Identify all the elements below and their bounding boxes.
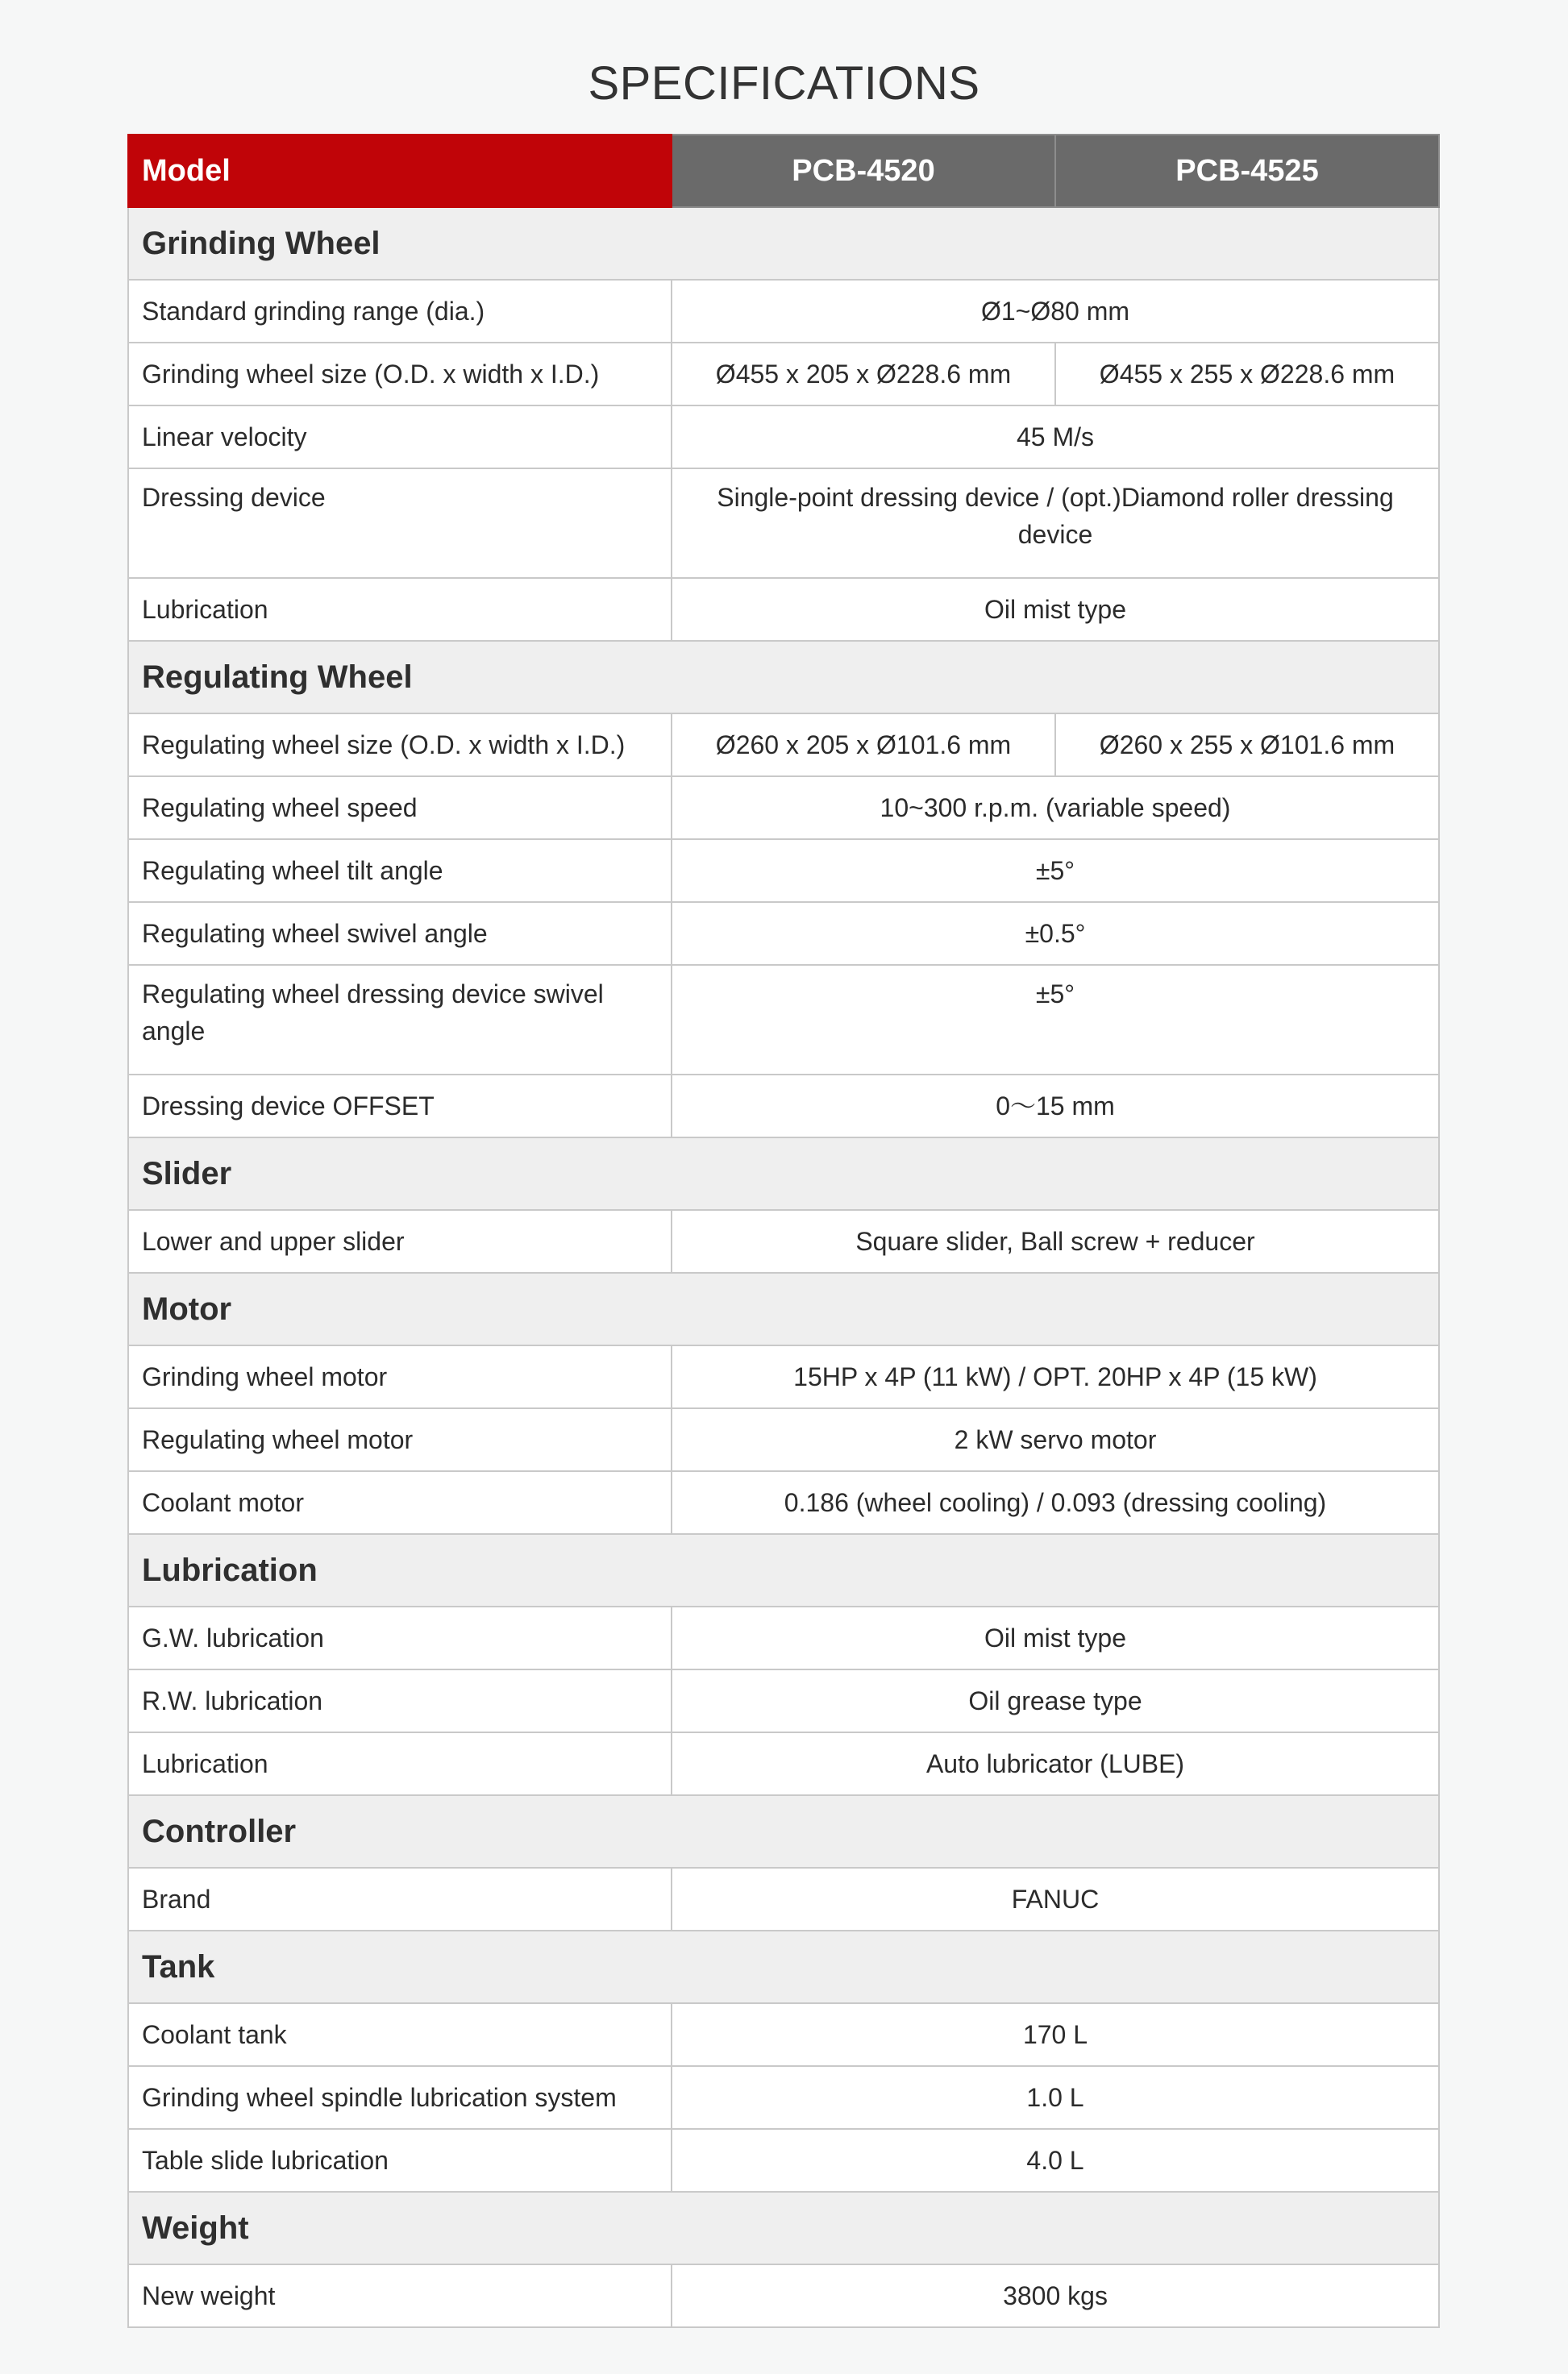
- row-value: ±0.5°: [672, 902, 1439, 965]
- row-label: Table slide lubrication: [128, 2129, 672, 2192]
- section-title: Controller: [128, 1795, 1439, 1868]
- section-header: [128, 1137, 1439, 1210]
- table-row: [128, 1607, 1439, 1669]
- table-row: [128, 1471, 1439, 1534]
- section-title: Motor: [128, 1273, 1439, 1345]
- row-label: Regulating wheel size (O.D. x width x I.D.): [128, 713, 672, 776]
- section-header: [128, 1534, 1439, 1607]
- table-row: [128, 1732, 1439, 1795]
- row-value: 0.186 (wheel cooling) / 0.093 (dressing cooling): [672, 1471, 1439, 1534]
- row-label: Regulating wheel speed: [128, 776, 672, 839]
- row-label: Regulating wheel motor: [128, 1408, 672, 1471]
- row-label: Dressing device: [128, 468, 672, 578]
- row-value: Square slider, Ball screw + reducer: [672, 1210, 1439, 1273]
- row-label: Regulating wheel swivel angle: [128, 902, 672, 965]
- row-label: Lower and upper slider: [128, 1210, 672, 1273]
- row-label: Grinding wheel motor: [128, 1345, 672, 1408]
- row-value: 2 kW servo motor: [672, 1408, 1439, 1471]
- row-value-pcb-4525: Ø455 x 255 x Ø228.6 mm: [1055, 343, 1439, 405]
- row-value: 3800 kgs: [672, 2264, 1439, 2327]
- row-value: Oil mist type: [672, 578, 1439, 641]
- row-value: 15HP x 4P (11 kW) / OPT. 20HP x 4P (15 kW): [672, 1345, 1439, 1408]
- table-row: [128, 1868, 1439, 1931]
- row-value-pcb-4520: Ø455 x 205 x Ø228.6 mm: [672, 343, 1055, 405]
- table-row: [128, 1408, 1439, 1471]
- row-value: Ø1~Ø80 mm: [672, 280, 1439, 343]
- table-row: [128, 2129, 1439, 2192]
- table-row: [128, 1345, 1439, 1408]
- row-label: Grinding wheel size (O.D. x width x I.D.): [128, 343, 672, 405]
- row-value: 4.0 L: [672, 2129, 1439, 2192]
- row-value: ±5°: [672, 839, 1439, 902]
- table-header-row: [128, 135, 1439, 207]
- row-value: 0～15 mm: [672, 1075, 1439, 1137]
- table-row: [128, 1669, 1439, 1732]
- page-title: SPECIFICATIONS: [588, 57, 980, 110]
- row-value: 1.0 L: [672, 2066, 1439, 2129]
- row-label: Linear velocity: [128, 405, 672, 468]
- section-title: Lubrication: [128, 1534, 1439, 1607]
- section-title: Weight: [128, 2192, 1439, 2264]
- row-label: New weight: [128, 2264, 672, 2327]
- row-value: 170 L: [672, 2003, 1439, 2066]
- table-row: [128, 2264, 1439, 2327]
- section-title: Slider: [128, 1137, 1439, 1210]
- row-value: 10~300 r.p.m. (variable speed): [672, 776, 1439, 839]
- model-pcb-4525-header: PCB-4525: [1055, 135, 1439, 207]
- row-value: FANUC: [672, 1868, 1439, 1931]
- table-row: [128, 839, 1439, 902]
- row-label: Regulating wheel tilt angle: [128, 839, 672, 902]
- row-value: Oil grease type: [672, 1669, 1439, 1732]
- section-title: Regulating Wheel: [128, 641, 1439, 713]
- row-label: Grinding wheel spindle lubrication system: [128, 2066, 672, 2129]
- section-header: [128, 2192, 1439, 2264]
- row-label: Brand: [128, 1868, 672, 1931]
- row-label: Dressing device OFFSET: [128, 1075, 672, 1137]
- row-label: Lubrication: [128, 1732, 672, 1795]
- row-label: G.W. lubrication: [128, 1607, 672, 1669]
- table-row: [128, 578, 1439, 641]
- section-title: Grinding Wheel: [128, 207, 1439, 280]
- specifications-table: [127, 134, 1440, 2328]
- section-header: [128, 207, 1439, 280]
- table-row: [128, 776, 1439, 839]
- row-value: ±5°: [672, 965, 1439, 1075]
- row-label: Standard grinding range (dia.): [128, 280, 672, 343]
- table-row: [128, 1210, 1439, 1273]
- section-title: Tank: [128, 1931, 1439, 2003]
- table-row: [128, 343, 1439, 405]
- row-label: Lubrication: [128, 578, 672, 641]
- table-row: [128, 468, 1439, 578]
- section-header: [128, 1795, 1439, 1868]
- row-value: 45 M/s: [672, 405, 1439, 468]
- table-row: [128, 902, 1439, 965]
- row-value-pcb-4525: Ø260 x 255 x Ø101.6 mm: [1055, 713, 1439, 776]
- row-value-pcb-4520: Ø260 x 205 x Ø101.6 mm: [672, 713, 1055, 776]
- row-label: Coolant tank: [128, 2003, 672, 2066]
- table-row: [128, 1075, 1439, 1137]
- model-header: Model: [128, 135, 672, 207]
- row-label: R.W. lubrication: [128, 1669, 672, 1732]
- row-value: Single-point dressing device / (opt.)Diamond roller dressing device: [672, 468, 1439, 578]
- section-header: [128, 641, 1439, 713]
- section-header: [128, 1273, 1439, 1345]
- row-label: Coolant motor: [128, 1471, 672, 1534]
- table-row: [128, 405, 1439, 468]
- model-pcb-4520-header: PCB-4520: [672, 135, 1055, 207]
- section-header: [128, 1931, 1439, 2003]
- table-row: [128, 713, 1439, 776]
- row-label: Regulating wheel dressing device swivel angle: [128, 965, 672, 1075]
- table-row: [128, 2066, 1439, 2129]
- table-row: [128, 2003, 1439, 2066]
- row-value: Auto lubricator (LUBE): [672, 1732, 1439, 1795]
- table-row: [128, 280, 1439, 343]
- table-row: [128, 965, 1439, 1075]
- row-value: Oil mist type: [672, 1607, 1439, 1669]
